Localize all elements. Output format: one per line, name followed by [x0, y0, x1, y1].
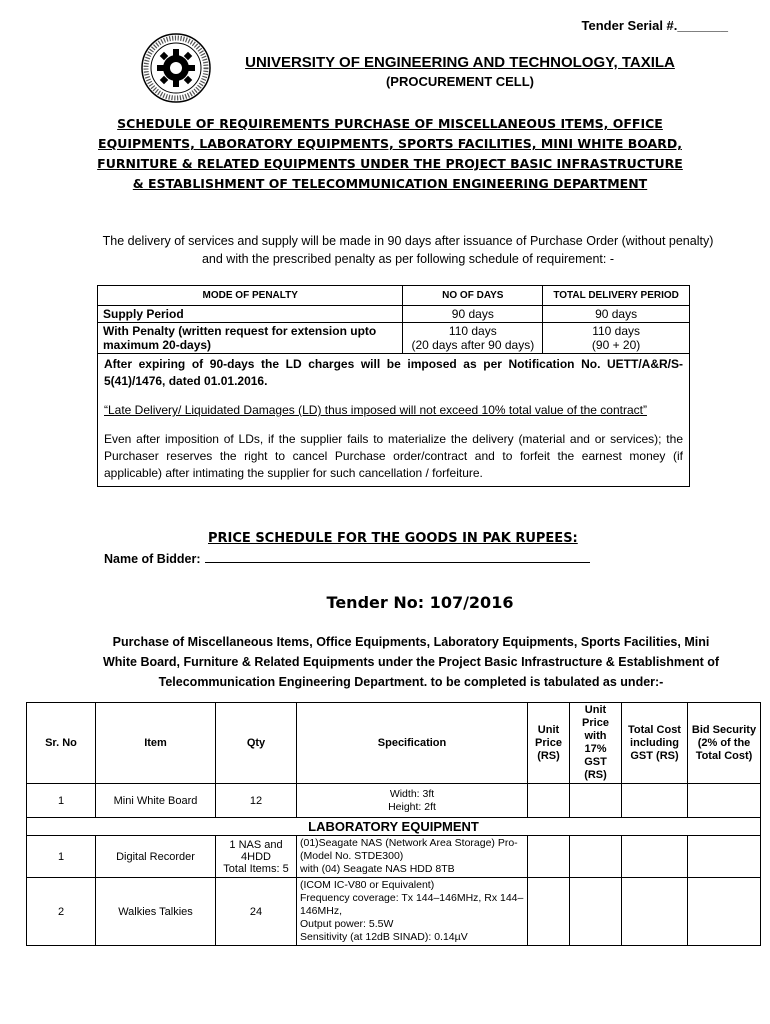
- cell-item: Mini White Board: [96, 784, 216, 818]
- cell-qty: 1 NAS and 4HDD Total Items: 5: [216, 836, 297, 878]
- cell-qty: 24: [216, 878, 297, 946]
- total-supply: 90 days: [543, 306, 690, 323]
- penalty-table: [97, 285, 690, 487]
- table-row: [98, 323, 690, 354]
- total-penalty: 110 days (90 + 20): [543, 323, 690, 354]
- cell-bid-security[interactable]: [688, 784, 761, 818]
- cancellation-notice: Even after imposition of LDs, if the supplier fails to materialize the delivery (material and or services); the Purchaser reserves the right to cancel Purchase order/contract and to forfeit the earnest money (if applicable) after intimating the supplier for such cancellation / forfeiture.: [104, 432, 683, 480]
- days-penalty: 110 days (20 days after 90 days): [403, 323, 543, 354]
- bidder-label: Name of Bidder:: [104, 552, 201, 566]
- cell-unit-price-gst[interactable]: [570, 878, 622, 946]
- header-total-cost: Total Cost including GST (RS): [622, 703, 688, 784]
- procurement-cell: (PROCUREMENT CELL): [385, 74, 535, 89]
- header-spec: Specification: [297, 703, 528, 784]
- penalty-notes: [98, 354, 690, 487]
- header-days: NO OF DAYS: [403, 286, 543, 306]
- cell-total-cost[interactable]: [622, 784, 688, 818]
- ld-limit-notice: “Late Delivery/ Liquidated Damages (LD) thus imposed will not exceed 10% total value of the contract”: [104, 403, 647, 417]
- tender-number: Tender No: 107/2016: [326, 593, 514, 612]
- cell-bid-security[interactable]: [688, 878, 761, 946]
- cell-sr: 1: [27, 784, 96, 818]
- table-row: [27, 784, 761, 818]
- cell-spec: Width: 3ft Height: 2ft: [297, 784, 528, 818]
- mode-supply: Supply Period: [98, 306, 403, 323]
- header-item: Item: [96, 703, 216, 784]
- header-sr: Sr. No: [27, 703, 96, 784]
- cell-total-cost[interactable]: [622, 878, 688, 946]
- header-unit-price: Unit Price (RS): [528, 703, 570, 784]
- table-row: [27, 836, 761, 878]
- cell-qty: 12: [216, 784, 297, 818]
- table-row: [98, 306, 690, 323]
- cell-spec: (01)Seagate NAS (Network Area Storage) Pro- (Model No. STDE300) with (04) Seagate NAS HDD 8TB: [297, 836, 528, 878]
- bidder-name-field[interactable]: [104, 551, 590, 566]
- header-unit-price-gst: Unit Price with 17% GST (RS): [570, 703, 622, 784]
- cell-unit-price[interactable]: [528, 836, 570, 878]
- bidder-name-blank[interactable]: [205, 551, 590, 563]
- days-supply: 90 days: [403, 306, 543, 323]
- schedule-title: SCHEDULE OF REQUIREMENTS PURCHASE OF MISCELLANEOUS ITEMS, OFFICE EQUIPMENTS, LABORATORY EQUIPMENTS, SPORTS FACILITIES, MINI WHITE BOARD, FURNITURE & RELATED EQUIPMENTS UNDER THE PROJECT BASIC INFRASTRUCTURE & ESTABLISHMENT OF TELECOMMUNICATION ENGINEERING DEPARTMENT: [97, 116, 683, 191]
- items-price-table: [26, 702, 761, 946]
- purchase-description: Purchase of Miscellaneous Items, Office Equipments, Laboratory Equipments, Sports Facilities, Mini White Board, Furniture & Related Equipments under the Project Basic Infrastructure & Establishment of Telecommunication Engineering Department. to be completed is tabulated as under:-: [102, 635, 720, 689]
- letterhead: [195, 54, 725, 89]
- section-laboratory-equipment: LABORATORY EQUIPMENT: [27, 818, 761, 836]
- mode-penalty: With Penalty (written request for extension upto maximum 20-days): [98, 323, 403, 354]
- header-qty: Qty: [216, 703, 297, 784]
- header-bid-security: Bid Security (2% of the Total Cost): [688, 703, 761, 784]
- cell-total-cost[interactable]: [622, 836, 688, 878]
- delivery-intro: The delivery of services and supply will be made in 90 days after issuance of Purchase Order (without penalty) and with the prescribed penalty as per following schedule of requirement: -: [102, 234, 714, 266]
- cell-unit-price[interactable]: [528, 878, 570, 946]
- cell-unit-price[interactable]: [528, 784, 570, 818]
- cell-unit-price-gst[interactable]: [570, 836, 622, 878]
- tender-serial: Tender Serial #._______: [581, 18, 728, 33]
- header-total: TOTAL DELIVERY PERIOD: [543, 286, 690, 306]
- price-schedule-title: PRICE SCHEDULE FOR THE GOODS IN PAK RUPEES:: [208, 531, 578, 546]
- cell-sr: 2: [27, 878, 96, 946]
- cell-unit-price-gst[interactable]: [570, 784, 622, 818]
- ld-notice: After expiring of 90-days the LD charges will be imposed as per Notification No. UETT/A&R/S-5(41)/1476, dated 01.01.2016.: [104, 357, 683, 388]
- header-mode: MODE OF PENALTY: [98, 286, 403, 306]
- cell-item: Digital Recorder: [96, 836, 216, 878]
- cell-sr: 1: [27, 836, 96, 878]
- cell-bid-security[interactable]: [688, 836, 761, 878]
- university-name: UNIVERSITY OF ENGINEERING AND TECHNOLOGY, TAXILA: [245, 54, 675, 71]
- cell-item: Walkies Talkies: [96, 878, 216, 946]
- cell-spec: (ICOM IC-V80 or Equivalent) Frequency coverage: Tx 144–146MHz, Rx 144– 146MHz, Output power: 5.5W Sensitivity (at 12dB SINAD): 0.14µV: [297, 878, 528, 946]
- table-row: [27, 878, 761, 946]
